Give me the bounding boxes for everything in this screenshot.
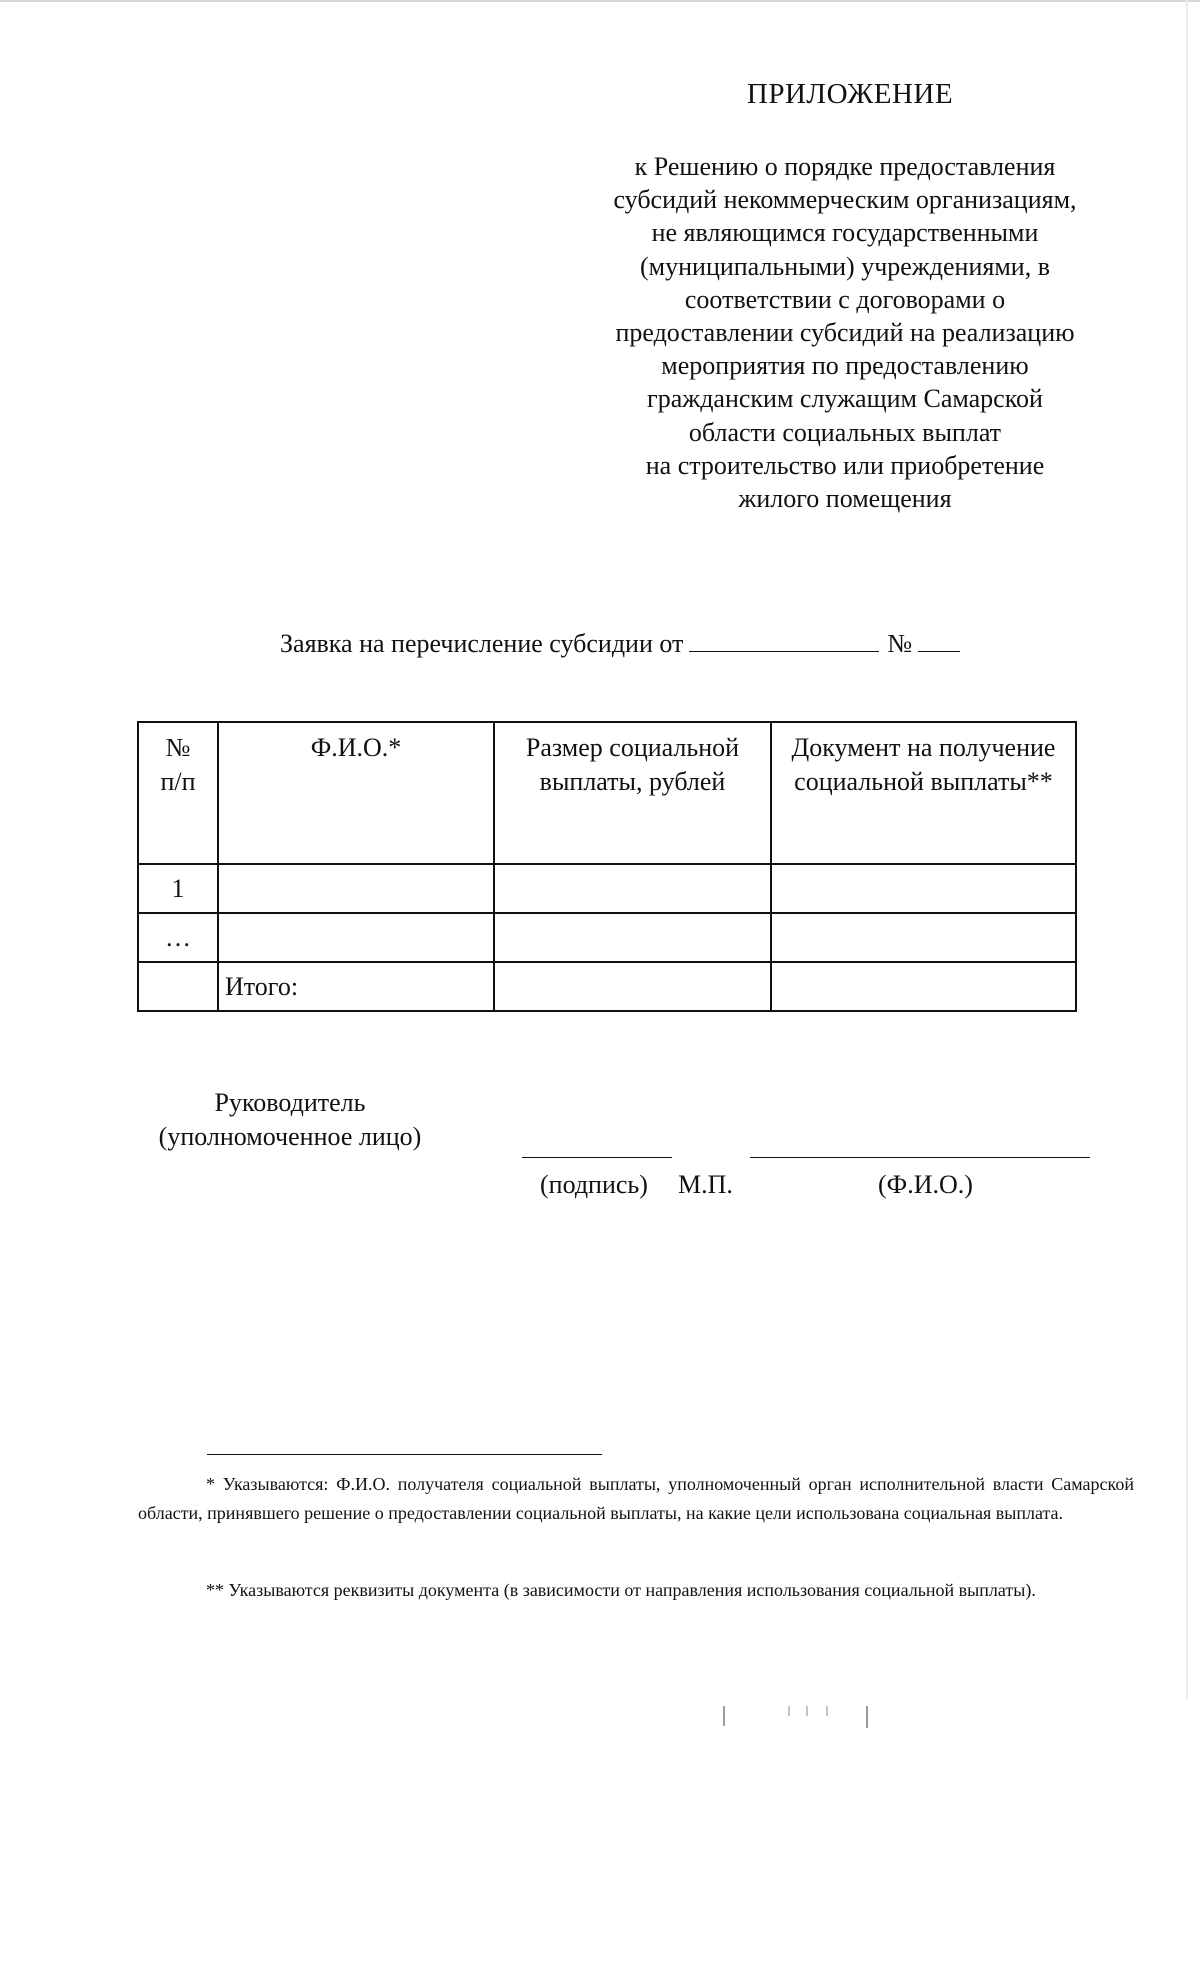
- decree-line: мероприятия по предоставлению: [661, 351, 1029, 381]
- recipients-table: [137, 721, 1077, 1012]
- header-doc-line1: Документ на получение: [791, 733, 1056, 762]
- table-row: [138, 913, 1076, 962]
- header-number-line2: п/п: [160, 767, 196, 796]
- scan-artifact: [826, 1706, 828, 1716]
- request-label: Заявка на перечисление субсидии от: [280, 629, 684, 658]
- decree-line: к Решению о порядке предоставления: [634, 152, 1056, 181]
- header-size-line2: выплаты, рублей: [539, 767, 726, 796]
- header-number-line1: №: [165, 733, 191, 762]
- cell-payment-size[interactable]: [494, 864, 771, 913]
- scan-edge-top: [0, 0, 1200, 2]
- header-document: [771, 722, 1076, 864]
- footnote-1: * Указываются: Ф.И.О. получателя социальной выплаты, уполномоченный орган исполнительной власти Самарской области, принявшего решение о предоставлении социальной выплаты, на какие цели использована социальная выплата.: [138, 1474, 1134, 1523]
- scan-artifact: [788, 1706, 790, 1716]
- decree-line: жилого помещения: [738, 484, 952, 514]
- number-sign: №: [887, 629, 913, 658]
- date-blank-field[interactable]: [689, 631, 879, 652]
- cell-document[interactable]: [771, 864, 1076, 913]
- fio-caption: (Ф.И.О.): [878, 1170, 973, 1199]
- decree-line: предоставлении субсидий на реализацию: [615, 318, 1075, 348]
- table-row: [138, 864, 1076, 913]
- cell-fio[interactable]: [218, 913, 494, 962]
- header-payment-size: [494, 722, 771, 864]
- head-title: [120, 1086, 460, 1154]
- appendix-title: ПРИЛОЖЕНИЕ: [746, 78, 954, 110]
- footnote-divider: [207, 1454, 602, 1455]
- decree-line: субсидий некоммерческим организациям,: [613, 185, 1077, 215]
- cell-number: 1: [138, 864, 218, 913]
- decree-line: соответствии с договорами о: [684, 284, 1006, 314]
- footnote-2: ** Указываются реквизиты документа (в зависимости от направления использования социальной выплаты).: [206, 1580, 1036, 1600]
- header-fio-text: Ф.И.О.*: [310, 733, 402, 762]
- scan-artifact: [806, 1706, 808, 1716]
- decree-line: на строительство или приобретение: [645, 450, 1045, 480]
- scan-artifact: [866, 1706, 868, 1728]
- cell-fio[interactable]: [218, 864, 494, 913]
- cell-total-label: Итого:: [218, 962, 494, 1011]
- scan-edge-right: [1186, 0, 1188, 1700]
- decree-line: (муниципальными) учреждениями, в: [640, 251, 1050, 281]
- cell-number: …: [138, 913, 218, 962]
- decree-line: гражданским служащим Самарской: [647, 384, 1043, 414]
- cell-document[interactable]: [771, 913, 1076, 962]
- header-number: [138, 722, 218, 864]
- header-size-line1: Размер социальной: [525, 733, 740, 762]
- cell-payment-size[interactable]: [494, 913, 771, 962]
- signature-line[interactable]: [522, 1157, 672, 1158]
- cell-total-document[interactable]: [771, 962, 1076, 1011]
- request-heading: [280, 629, 1100, 659]
- head-line1: Руководитель: [214, 1088, 366, 1117]
- table-total-row: [138, 962, 1076, 1011]
- decree-reference: [560, 150, 1130, 515]
- decree-line: области социальных выплат: [688, 417, 1002, 447]
- number-blank-field[interactable]: [918, 631, 960, 652]
- stamp-caption: М.П.: [678, 1170, 733, 1199]
- scan-artifact: [723, 1706, 725, 1726]
- fio-line[interactable]: [750, 1157, 1090, 1158]
- cell-total-size[interactable]: [494, 962, 771, 1011]
- decree-line: не являющимся государственными: [651, 218, 1039, 248]
- header-fio: [218, 722, 494, 864]
- head-line2: (уполномоченное лицо): [158, 1122, 422, 1151]
- cell-number: [138, 962, 218, 1011]
- table-header-row: [138, 722, 1076, 864]
- header-doc-line2: социальной выплаты**: [794, 767, 1053, 796]
- signature-caption: (подпись): [540, 1170, 648, 1199]
